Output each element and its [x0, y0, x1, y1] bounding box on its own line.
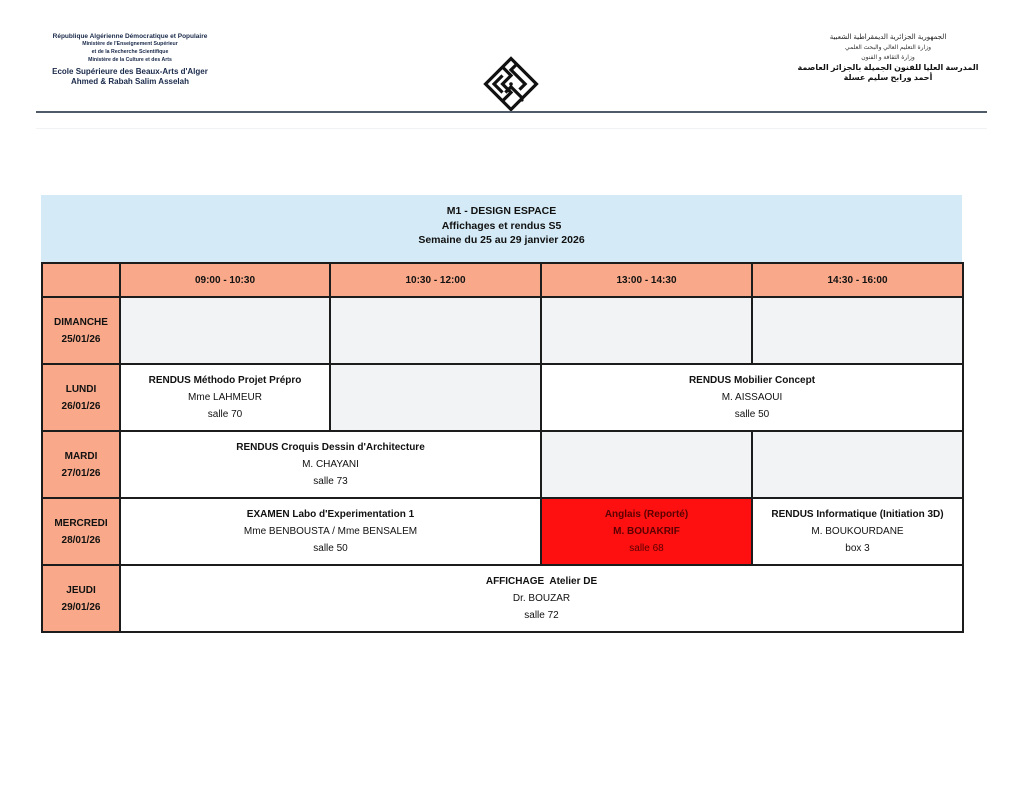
event-teacher: M. BOUKOURDANE: [811, 526, 904, 537]
day-name: JEUDI: [66, 584, 96, 596]
event-room: salle 73: [313, 476, 348, 487]
school-subname-fr: Ahmed & Rabah Salim Asselah: [71, 77, 189, 86]
day-date: 29/01/26: [61, 601, 101, 613]
time-slot-header: 13:00 - 14:30: [541, 263, 752, 297]
time-slot-header: 10:30 - 12:00: [330, 263, 541, 297]
empty-slot: [752, 297, 963, 364]
event-room: salle 68: [629, 543, 664, 554]
header-right-institution: [788, 32, 988, 83]
day-name: DIMANCHE: [54, 316, 108, 328]
event-teacher: M. BOUAKRIF: [613, 526, 680, 537]
day-row-mardi: [42, 431, 963, 498]
header-divider-faint: [36, 128, 987, 129]
ministry-higher-education-ar: وزارة التعليم العالي والبحث العلمي: [844, 45, 932, 51]
postponed-event-cell: [541, 498, 752, 565]
empty-slot: [752, 431, 963, 498]
empty-slot: [120, 297, 330, 364]
school-subname-ar: أحمد ورابح سليم عسلة: [843, 73, 933, 82]
day-name: MARDI: [64, 450, 98, 462]
day-row-mercredi: [42, 498, 963, 565]
event-title: AFFICHAGE Atelier DE: [485, 576, 598, 587]
program-title: M1 - DESIGN ESPACE: [446, 205, 557, 217]
event-teacher: Mme BENBOUSTA / Mme BENSALEM: [243, 526, 418, 537]
event-room: salle 72: [524, 610, 559, 621]
event-room: salle 70: [207, 409, 243, 420]
event-teacher: M. CHAYANI: [302, 459, 359, 470]
header-divider: [36, 111, 987, 113]
day-date: 27/01/26: [61, 467, 101, 479]
event-cell: [120, 431, 541, 498]
ministry-higher-education-fr: Ministère de l'Enseignement Supérieur: [82, 41, 178, 47]
event-title: EXAMEN Labo d'Experimentation 1: [246, 509, 415, 520]
schedule-title: [41, 195, 962, 262]
day-date: 28/01/26: [61, 534, 101, 546]
country-name-fr: République Algérienne Démocratique et Populaire: [52, 33, 208, 40]
day-cell: [42, 431, 120, 498]
event-title: Anglais (Reporté): [604, 509, 689, 520]
event-title: RENDUS Mobilier Concept: [688, 375, 816, 386]
day-name: MERCREDI: [54, 517, 108, 529]
school-name-fr: Ecole Supérieure des Beaux-Arts d'Alger: [52, 67, 208, 76]
event-cell: [752, 498, 963, 565]
ministry-culture-ar: وزارة الثقافة و الفنون: [861, 55, 915, 61]
time-slot-header: 14:30 - 16:00: [752, 263, 963, 297]
day-date: 25/01/26: [61, 333, 101, 345]
event-cell: [120, 498, 541, 565]
event-room: box 3: [845, 543, 870, 554]
event-teacher: Mme LAHMEUR: [188, 392, 262, 403]
event-title: RENDUS Informatique (Initiation 3D): [771, 509, 944, 520]
schedule-subtitle: Affichages et rendus S5: [441, 219, 562, 232]
time-header-row: [42, 263, 963, 297]
corner-cell: [42, 263, 120, 297]
day-cell: [42, 297, 120, 364]
kufic-logo-icon: [481, 52, 541, 116]
day-cell: [42, 364, 120, 431]
empty-slot: [330, 364, 541, 431]
schedule-table: [41, 262, 964, 633]
ministry-research-fr: et de la Recherche Scientifique: [91, 49, 169, 55]
day-cell: [42, 565, 120, 632]
ministry-culture-fr: Ministère de la Culture et des Arts: [88, 57, 172, 63]
header-left-institution: [30, 33, 230, 87]
event-teacher: Dr. BOUZAR: [512, 593, 571, 604]
day-date: 26/01/26: [61, 400, 101, 412]
school-name-ar: المدرسة العليا للفنون الجميلة بالجزائر العاصمة: [797, 63, 979, 72]
event-title: RENDUS Croquis Dessin d'Architecture: [236, 442, 425, 453]
empty-slot: [541, 431, 752, 498]
day-name: LUNDI: [65, 383, 97, 395]
event-cell: [120, 364, 330, 431]
day-row-lundi: [42, 364, 963, 431]
country-name-ar: الجمهورية الجزائرية الديمقراطية الشعبية: [829, 34, 947, 41]
week-range: Semaine du 25 au 29 janvier 2026: [418, 234, 585, 246]
event-cell: [120, 565, 963, 632]
empty-slot: [541, 297, 752, 364]
event-teacher: M. AISSAOUI: [721, 392, 783, 403]
event-cell: [541, 364, 963, 431]
day-cell: [42, 498, 120, 565]
event-room: salle 50: [313, 543, 348, 554]
event-title: RENDUS Méthodo Projet Prépro: [148, 375, 302, 386]
empty-slot: [330, 297, 541, 364]
day-row-dimanche: [42, 297, 963, 364]
time-slot-header: 09:00 - 10:30: [120, 263, 330, 297]
event-room: salle 50: [734, 409, 770, 420]
day-row-jeudi: [42, 565, 963, 632]
